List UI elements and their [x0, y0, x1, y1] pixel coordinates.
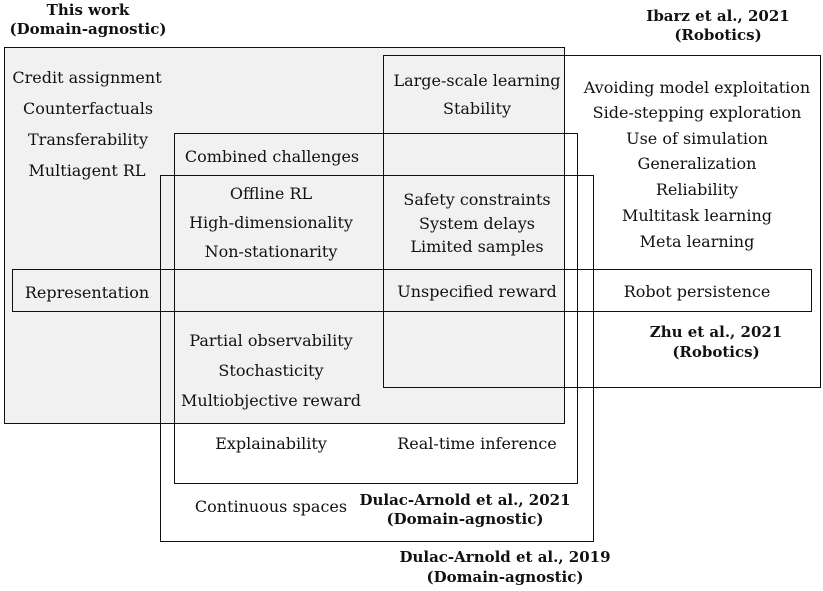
item-reliability: Reliability	[655, 180, 739, 199]
zhu-subtitle: (Robotics)	[672, 343, 760, 361]
item-multiobjective-reward: Multiobjective reward	[181, 391, 361, 410]
item-representation: Representation	[24, 283, 150, 302]
item-multiagent-rl: Multiagent RL	[28, 161, 146, 180]
item-side-stepping-exploration: Side-stepping exploration	[592, 103, 802, 122]
item-continuous-spaces: Continuous spaces	[194, 497, 348, 516]
item-safety-constraints: Safety constraints	[403, 190, 551, 209]
dulac-arnold-2019-subtitle: (Domain-agnostic)	[426, 568, 584, 586]
item-offline-rl: Offline RL	[229, 184, 313, 203]
this-work-title: This work	[46, 1, 130, 19]
item-large-scale-learning: Large-scale learning	[393, 71, 561, 90]
item-avoiding-model-exploitation: Avoiding model exploitation	[583, 78, 811, 97]
ibarz-subtitle: (Robotics)	[674, 26, 762, 44]
ibarz-title: Ibarz et al., 2021	[646, 7, 790, 25]
item-multitask-learning: Multitask learning	[621, 206, 773, 225]
item-credit-assignment: Credit assignment	[12, 68, 162, 87]
item-robot-persistence: Robot persistence	[623, 282, 771, 301]
item-unspecified-reward: Unspecified reward	[397, 282, 557, 301]
item-meta-learning: Meta learning	[639, 232, 755, 251]
item-explainability: Explainability	[215, 434, 327, 453]
item-high-dimensionality: High-dimensionality	[189, 213, 353, 232]
dulac-arnold-2019-title: Dulac-Arnold et al., 2019	[399, 548, 611, 566]
item-non-stationarity: Non-stationarity	[204, 242, 338, 261]
item-stochasticity: Stochasticity	[218, 361, 324, 380]
item-system-delays: System delays	[419, 214, 535, 233]
item-use-of-simulation: Use of simulation	[626, 129, 768, 148]
item-combined-challenges: Combined challenges	[184, 147, 360, 166]
dulac-arnold-2021-subtitle: (Domain-agnostic)	[386, 510, 544, 528]
item-partial-observability: Partial observability	[189, 331, 353, 350]
zhu-title: Zhu et al., 2021	[649, 323, 783, 341]
item-transferability: Transferability	[27, 130, 149, 149]
dulac-arnold-2021-title: Dulac-Arnold et al., 2021	[359, 491, 571, 509]
item-stability: Stability	[443, 99, 511, 118]
item-limited-samples: Limited samples	[410, 237, 544, 256]
this-work-subtitle: (Domain-agnostic)	[9, 20, 167, 38]
item-counterfactuals: Counterfactuals	[22, 99, 154, 118]
item-real-time-inference: Real-time inference	[397, 434, 557, 453]
item-generalization: Generalization	[637, 154, 757, 173]
